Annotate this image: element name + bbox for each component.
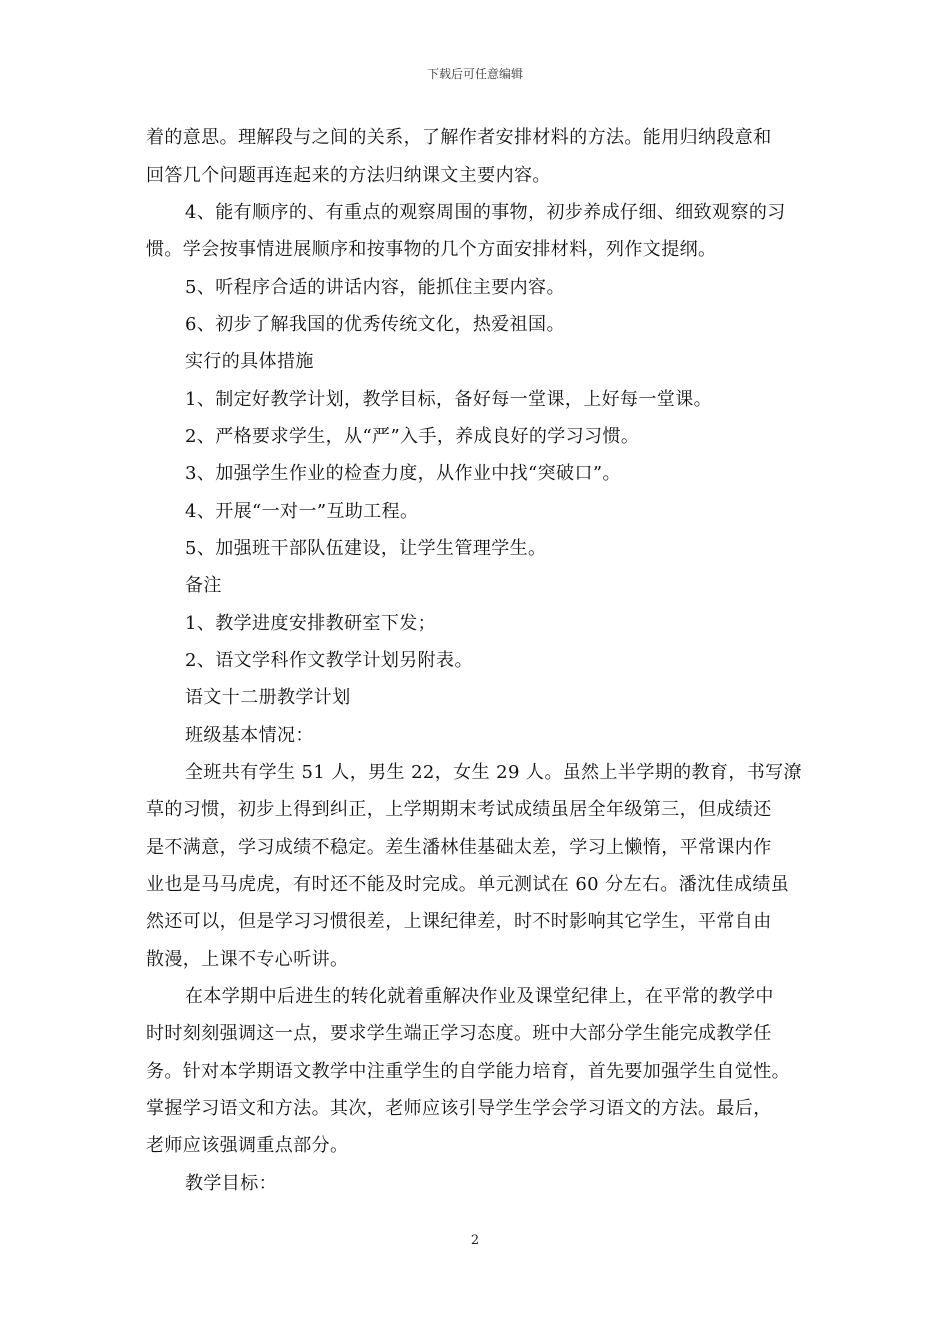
text-line: 散漫，上课不专心听讲。: [146, 949, 349, 970]
text-line: 务。针对本学期语文教学中注重学生的自学能力培育，首先要加强学生自觉性。: [146, 1061, 790, 1082]
text-line: 业也是马马虎虎，有时还不能及时完成。单元测试在 60 分左右。潘沈佳成绩虽: [146, 874, 790, 895]
text-line: 2、严格要求学生，从“严”入手，养成良好的学习习惯。: [185, 426, 640, 447]
text-line: 老师应该强调重点部分。: [146, 1135, 349, 1156]
text-line: 着的意思。理解段与之间的关系，了解作者安排材料的方法。能用归纳段意和: [146, 127, 772, 148]
section-heading: 教学目标：: [185, 1173, 277, 1194]
text-line: 全班共有学生 51 人，男生 22，女生 29 人。虽然上半学期的教育，书写潦: [185, 762, 802, 783]
text-line: 6、初步了解我国的优秀传统文化，热爱祖国。: [185, 314, 565, 335]
text-line: 草的习惯，初步上得到纠正，上学期期末考试成绩虽居全年级第三，但成绩还: [146, 799, 772, 820]
text-line: 是不满意，学习成绩不稳定。差生潘林佳基础太差，学习上懒惰，平常课内作: [146, 837, 772, 858]
text-line: 4、能有顺序的、有重点的观察周围的事物，初步养成仔细、细致观察的习: [185, 202, 786, 223]
text-line: 5、加强班干部队伍建设，让学生管理学生。: [185, 538, 547, 559]
text-line: 掌握学习语文和方法。其次，老师应该引导学生学会学习语文的方法。最后，: [146, 1098, 772, 1119]
text-line: 时时刻刻强调这一点，要求学生端正学习态度。班中大部分学生能完成教学任: [146, 1023, 772, 1044]
text-line: 然还可以，但是学习习惯很差，上课纪律差，时不时影响其它学生，平常自由: [146, 911, 772, 932]
text-line: 1、制定好教学计划，教学目标，备好每一堂课，上好每一堂课。: [185, 389, 713, 410]
section-heading: 语文十二册教学计划: [185, 687, 351, 708]
text-line: 在本学期中后进生的转化就着重解决作业及课堂纪律上，在平常的教学中: [185, 986, 774, 1007]
page-header: 下载后可任意编辑: [426, 67, 523, 81]
text-line: 1、教学进度安排教研室下发；: [185, 613, 437, 634]
text-line: 2、语文学科作文教学计划另附表。: [185, 650, 473, 671]
text-line: 回答几个问题再连起来的方法归纳课文主要内容。: [146, 165, 551, 186]
text-line: 惯。学会按事情进展顺序和按事物的几个方面安排材料，列作文提纲。: [146, 239, 717, 260]
section-heading: 班级基本情况：: [185, 725, 314, 746]
text-line: 4、开展“一对一”互助工程。: [185, 501, 419, 522]
text-line: 5、听程序合适的讲话内容，能抓住主要内容。: [185, 277, 565, 298]
page-number: 2: [470, 1233, 480, 1248]
section-heading: 实行的具体措施: [185, 351, 314, 372]
section-heading: 备注: [185, 575, 222, 596]
text-line: 3、加强学生作业的检查力度，从作业中找“突破口”。: [185, 463, 621, 484]
